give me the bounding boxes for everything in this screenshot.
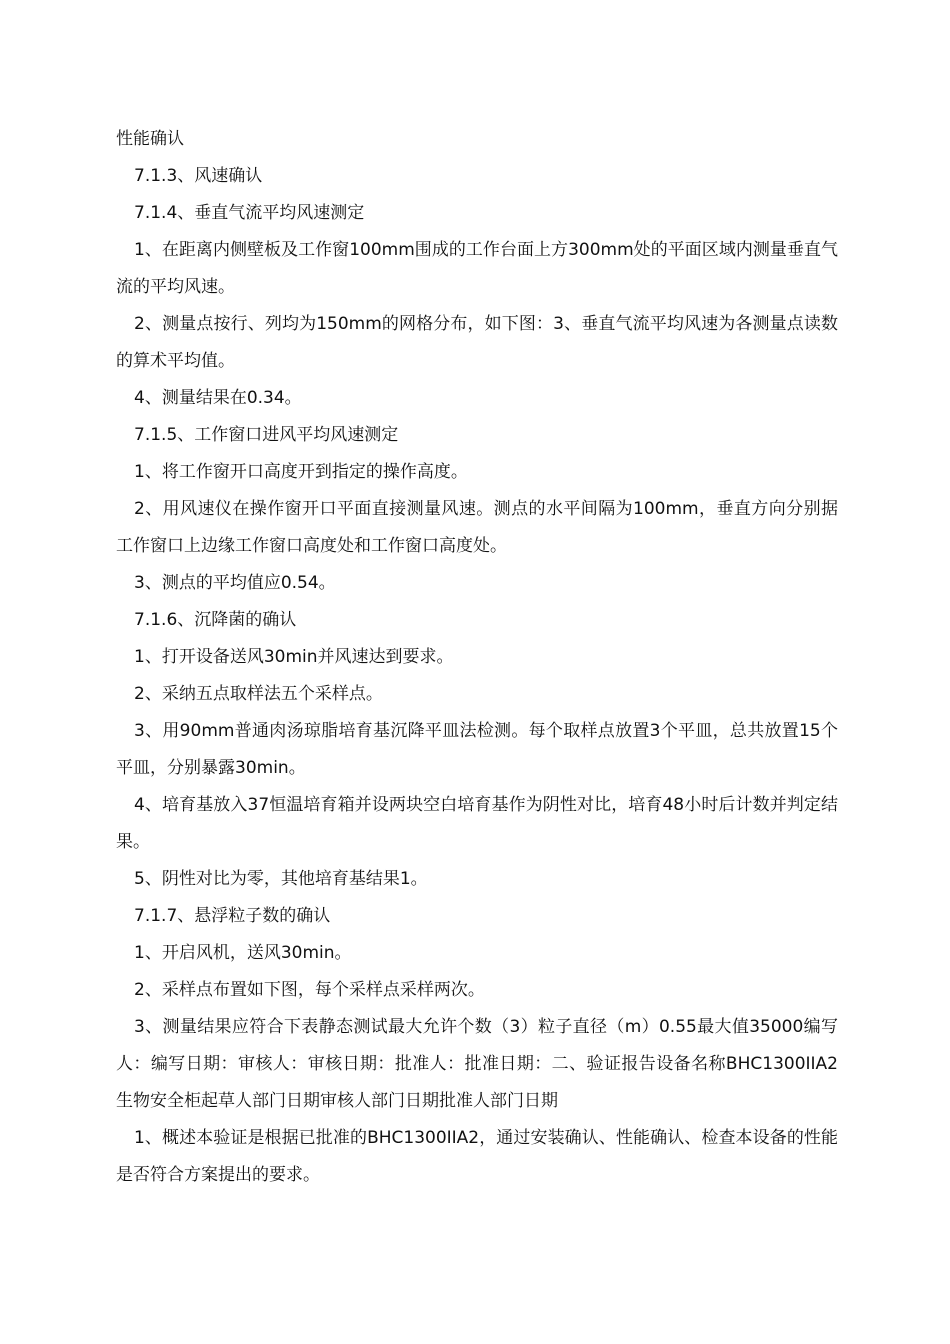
paragraph: 4、培育基放入37恒温培育箱并设两块空白培育基作为阴性对比，培育48小时后计数并判定结果。: [116, 795, 838, 852]
paragraph: 4、测量结果在0.34。: [134, 388, 302, 408]
paragraph: 1、将工作窗开口高度开到指定的操作高度。: [134, 462, 468, 482]
heading-7-1-4: 7.1.4、垂直气流平均风速测定: [134, 203, 365, 223]
paragraph: 2、用风速仪在操作窗开口平面直接测量风速。测点的水平间隔为100mm，垂直方向分别据工作窗口上边缘工作窗口高度处和工作窗口高度处。: [116, 499, 838, 556]
heading-7-1-5: 7.1.5、工作窗口进风平均风速测定: [134, 425, 399, 445]
paragraph: 2、测量点按行、列均为150mm的网格分布，如下图：3、垂直气流平均风速为各测量点读数的算术平均值。: [116, 314, 838, 371]
paragraph: 1、打开设备送风30min并风速达到要求。: [134, 647, 454, 667]
paragraph: 3、用90mm普通肉汤琼脂培育基沉降平皿法检测。每个取样点放置3个平皿，总共放置15个平皿，分别暴露30min。: [116, 721, 838, 778]
paragraph: 2、采纳五点取样法五个采样点。: [134, 684, 383, 704]
paragraph: 3、测点的平均值应0.54。: [134, 573, 336, 593]
paragraph: 1、概述本验证是根据已批准的BHC1300IIA2，通过安装确认、性能确认、检查本设备的性能是否符合方案提出的要求。: [116, 1128, 838, 1185]
paragraph: 1、在距离内侧壁板及工作窗100mm围成的工作台面上方300mm处的平面区域内测量垂直气流的平均风速。: [116, 240, 838, 297]
paragraph: 1、开启风机，送风30min。: [134, 943, 352, 963]
heading-7-1-6: 7.1.6、沉降菌的确认: [134, 610, 297, 630]
paragraph: 2、采样点布置如下图，每个采样点采样两次。: [134, 980, 485, 1000]
document-body: [116, 121, 838, 1194]
paragraph-performance-confirmation: 性能确认: [116, 129, 184, 149]
paragraph: 3、测量结果应符合下表静态测试最大允许个数（3）粒子直径（m）0.55最大值35000编写人：编写日期：审核人：审核日期：批准人：批准日期：二、验证报告设备名称BHC1300IIA2生物安全柜起草人部门日期审核人部门日期批准人部门日期: [116, 1017, 838, 1111]
heading-7-1-3: 7.1.3、风速确认: [134, 166, 263, 186]
paragraph: 5、阴性对比为零，其他培育基结果1。: [134, 869, 428, 889]
heading-7-1-7: 7.1.7、悬浮粒子数的确认: [134, 906, 331, 926]
